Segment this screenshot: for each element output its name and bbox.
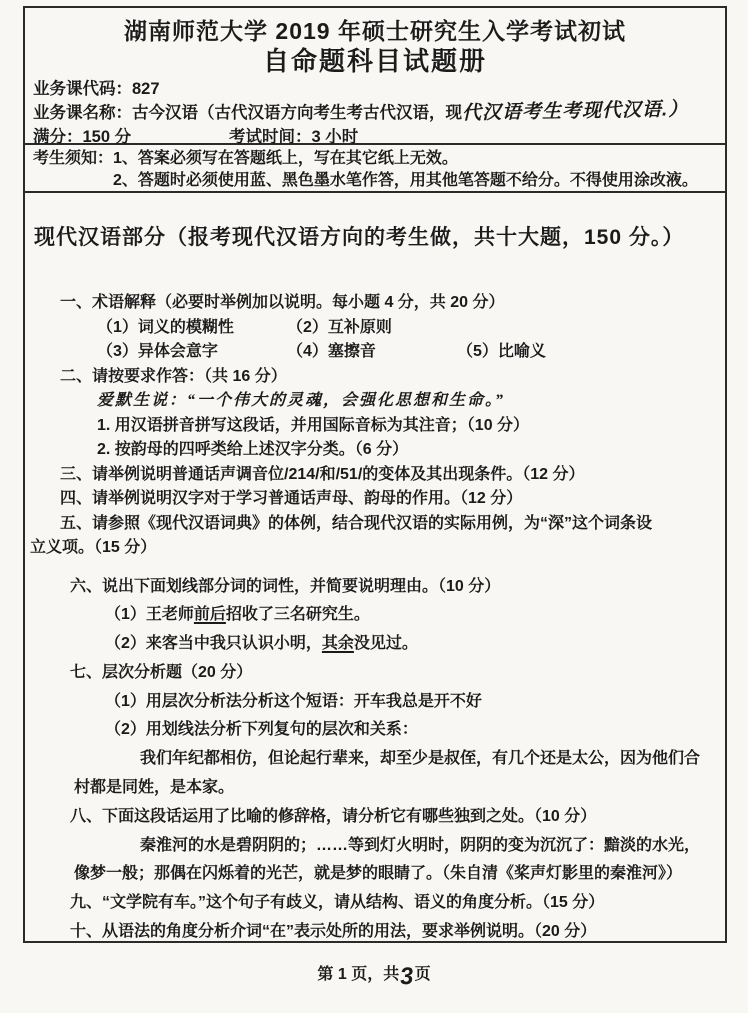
text-segment: （2）用划线法分析下列复句的层次和关系： xyxy=(105,721,418,739)
course-code-value: 827 xyxy=(132,80,160,98)
course-name-printed: 古今汉语（古代汉语方向考生考古代汉语，现 xyxy=(132,104,462,122)
text-segment: （3）异体会意字 xyxy=(97,343,218,360)
question-line xyxy=(30,463,721,488)
question-line xyxy=(30,630,721,659)
course-code-label: 业务课代码： xyxy=(33,80,132,98)
question-line xyxy=(30,414,721,439)
text-segment: （5）比喻义 xyxy=(457,343,546,360)
candidate-notice xyxy=(25,145,725,193)
full-score xyxy=(33,125,229,149)
question-line xyxy=(30,860,721,889)
text-segment: 1. 用汉语拼音拼写这段话，并用国际音标为其注音；（10 分） xyxy=(97,416,530,434)
notice-item-1: 1、答案必须写在答题纸上，写在其它纸上无效。 xyxy=(113,150,458,167)
exam-time-label: 考试时间： xyxy=(229,128,312,146)
text-segment: 招收了三名研究生。 xyxy=(225,606,370,624)
question-line xyxy=(30,487,721,512)
text-segment: （4）塞擦音 xyxy=(287,343,376,360)
question-line xyxy=(30,918,721,947)
notice-label: 考生须知： xyxy=(33,150,114,167)
question-line xyxy=(30,889,721,918)
section-heading: 现代汉语部分（报考现代汉语方向的考生做，共十大题，150 分。） xyxy=(34,226,685,249)
text-segment: 没见过。 xyxy=(353,635,418,653)
question-line xyxy=(30,573,721,602)
text-segment: 二、请按要求作答：（共 16 分） xyxy=(60,367,287,385)
question-line xyxy=(30,291,721,316)
underlined-word: 其余 xyxy=(321,635,354,653)
question-lines xyxy=(30,291,721,947)
question-line xyxy=(30,389,721,414)
text-segment: 八、下面这段话运用了比喻的修辞格，请分析它有哪些独到之处。（10 分） xyxy=(70,807,597,825)
question-line xyxy=(30,803,721,832)
underlined-word: 前后 xyxy=(193,606,226,624)
handwritten-page-count: 3 xyxy=(399,962,415,991)
question-line xyxy=(30,340,721,365)
text-segment: 立义项。（15 分） xyxy=(30,539,157,556)
text-segment: 五、请参照《现代汉语词典》的体例，结合现代汉语的实际用例，为“深”这个词条设 xyxy=(60,514,653,532)
text-segment: （2）互补原则 xyxy=(287,318,392,336)
page-footer xyxy=(0,958,748,991)
text-segment: （1）词义的模糊性 xyxy=(97,318,234,336)
text-segment: 秦淮河的水是碧阴阴的；……等到灯火明时，阴阴的变为沉沉了：黯淡的水光， xyxy=(140,836,701,854)
exam-time xyxy=(229,128,358,146)
course-name-handwritten-note: 代汉语考生考现代汉语.） xyxy=(461,99,689,124)
question-line xyxy=(30,316,721,341)
question-line xyxy=(30,832,721,861)
question-line xyxy=(30,512,721,537)
text-segment: 爱默生说：“一个伟大的灵魂，会强化思想和生命。” xyxy=(97,392,506,409)
exam-subtitle: 自命题科目试题册 xyxy=(262,46,487,76)
question-line xyxy=(30,716,721,745)
question-line xyxy=(30,688,721,717)
question-line xyxy=(30,659,721,688)
page-footer-suffix: 页 xyxy=(414,966,431,983)
full-score-label: 满分： xyxy=(33,128,83,146)
question-line xyxy=(30,365,721,390)
question-line xyxy=(30,774,721,803)
notice-item-2: 2、答题时必须使用蓝、黑色墨水笔作答，用其他笔答题不给分。不得使用涂改液。 xyxy=(113,172,698,189)
question-line xyxy=(30,536,721,561)
exam-header xyxy=(25,8,725,145)
notice-items xyxy=(113,148,717,191)
text-segment: （1）用层次分析法分析这个短语：开车我总是开不好 xyxy=(105,692,482,710)
text-segment: 三、请举例说明普通话声调音位/214/和/51/的变体及其出现条件。（12 分） xyxy=(60,465,585,483)
page-footer-prefix: 第 1 页，共 xyxy=(317,966,400,983)
course-name-label: 业务课名称： xyxy=(33,104,132,122)
exam-title: 湖南师范大学 2019 年硕士研究生入学考试初试 xyxy=(124,18,626,44)
text-segment: （2）来客当中我只认识小明， xyxy=(105,635,322,653)
exam-sheet-border xyxy=(23,6,727,943)
question-line xyxy=(30,745,721,774)
text-segment: 村都是同姓，是本家。 xyxy=(74,779,235,797)
course-name-line xyxy=(33,101,717,125)
text-segment: （1）王老师 xyxy=(105,606,194,624)
exam-body xyxy=(25,193,725,947)
question-line xyxy=(30,438,721,463)
text-segment: 九、“文学院有车。”这个句子有歧义，请从结构、语义的角度分析。（15 分） xyxy=(70,894,605,912)
text-segment: 2. 按韵母的四呼类给上述汉字分类。（6 分） xyxy=(97,441,409,458)
text-segment: 一、术语解释（必要时举例加以说明。每小题 4 分，共 20 分） xyxy=(60,294,505,311)
text-segment: 六、说出下面划线部分词的词性，并简要说明理由。（10 分） xyxy=(70,577,501,595)
exam-time-value: 3 小时 xyxy=(311,128,359,146)
full-score-value: 150 分 xyxy=(82,128,132,146)
text-segment: 像梦一般；那偶在闪烁着的光芒，就是梦的眼睛了。（朱自清《桨声灯影里的秦淮河》） xyxy=(74,865,683,883)
text-segment: 七、层次分析题（20 分） xyxy=(70,663,253,681)
course-code-line xyxy=(33,77,717,101)
question-line xyxy=(30,601,721,630)
text-segment: 我们年纪都相仿，但论起行辈来，却至少是叔侄，有几个还是太公，因为他们合 xyxy=(140,750,701,768)
text-segment: 十、从语法的角度分析介词“在”表示处所的用法，要求举例说明。（20 分） xyxy=(70,923,597,941)
text-segment: 四、请举例说明汉字对于学习普通话声母、韵母的作用。（12 分） xyxy=(60,490,523,507)
